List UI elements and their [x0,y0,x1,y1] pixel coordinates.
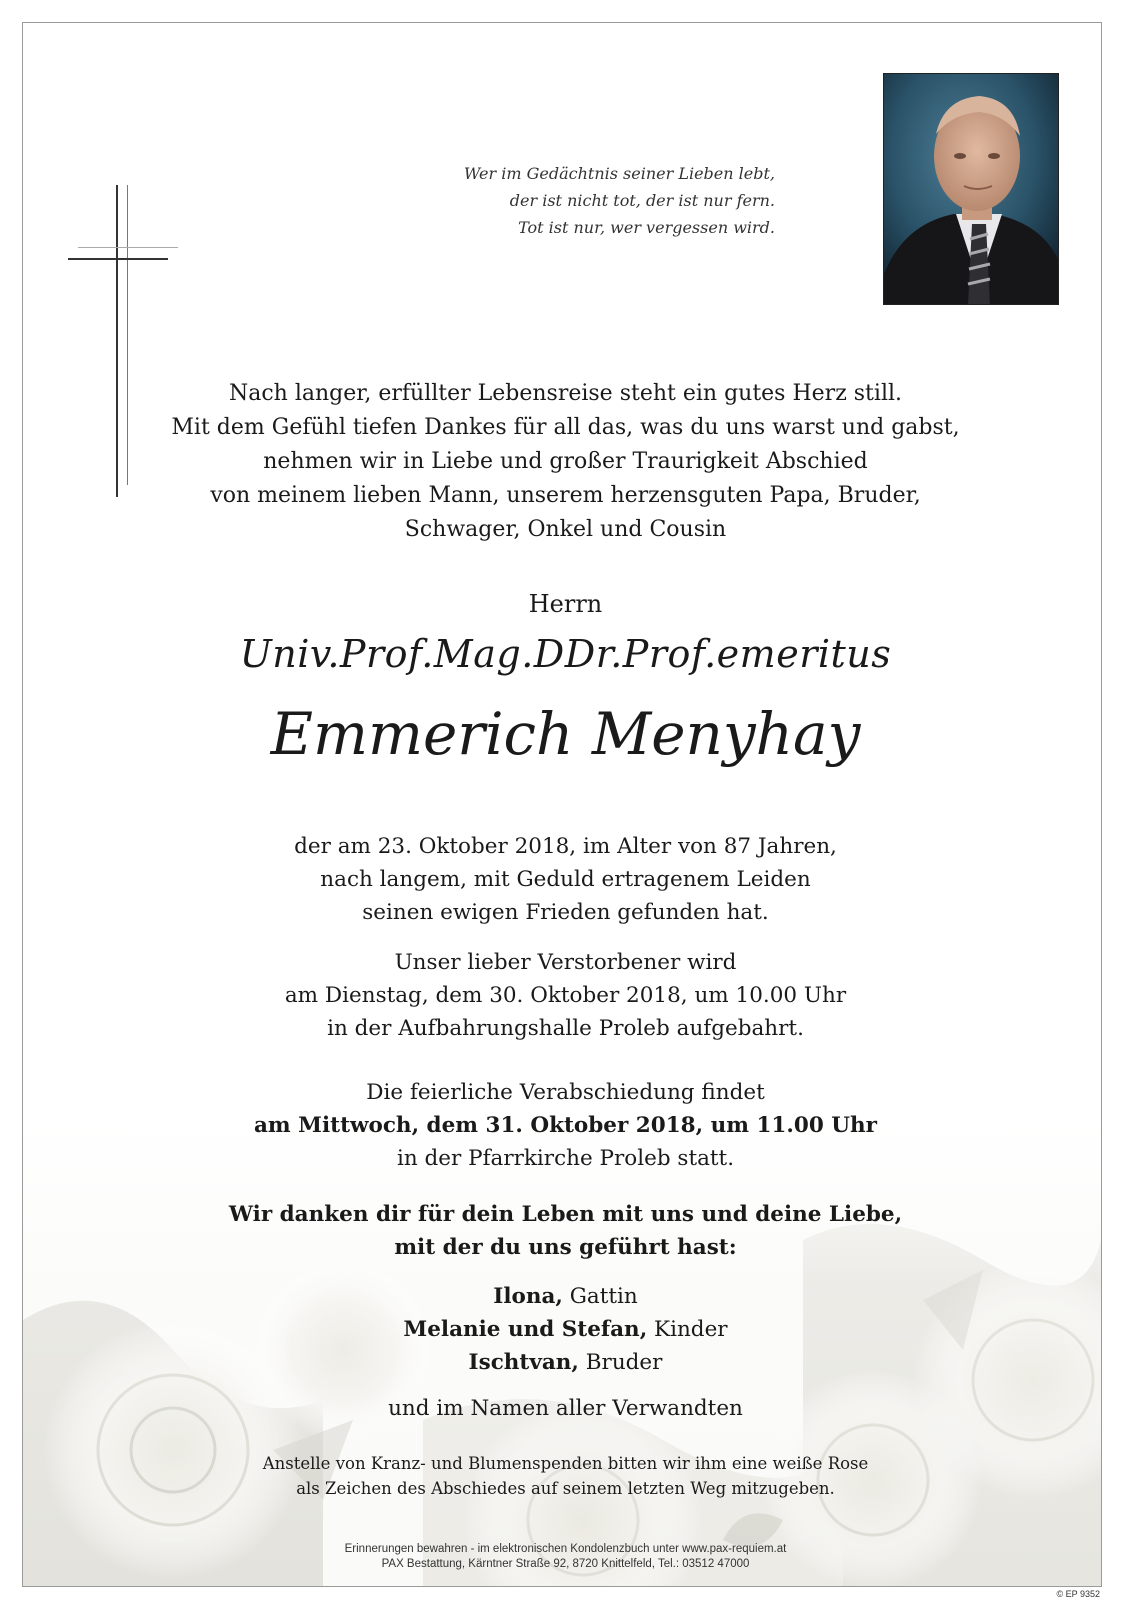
family-member-relation: Bruder [578,1350,663,1375]
relatives-line: und im Namen aller Verwandten [388,1396,743,1421]
farewell-line: Die feierliche Verabschiedung findet [366,1080,765,1105]
salutation: Herrn [528,590,603,618]
family-member-names: Ischtvan, [468,1350,579,1375]
viewing-line: Unser lieber Verstorbener wird [394,950,737,975]
death-notice-line: der am 23. Oktober 2018, im Alter von 87 Jahren, [294,834,837,859]
intro-line: Nach langer, erfüllter Lebensreise steht ein gutes Herz still. [228,381,903,406]
farewell-line: in der Pfarrkirche Proleb statt. [396,1146,735,1171]
quote-line: Tot ist nur, wer vergessen wird. [518,218,775,237]
death-notice-line: nach langem, mit Geduld ertragenem Leiden [320,867,811,892]
request-line: Anstelle von Kranz- und Blumenspenden bitten wir ihm eine weiße Rose [262,1454,869,1473]
family-member [0,1280,1131,1313]
document-code: © EP 9352 [1056,1589,1100,1599]
quote-line: der ist nicht tot, der ist nur fern. [509,191,775,210]
family-member-relation: Gattin [562,1284,638,1309]
footer-address-line: PAX Bestattung, Kärntner Straße 92, 8720 Knittelfeld, Tel.: 03512 47000 [381,1558,750,1570]
request-line: als Zeichen des Abschiedes auf seinem letzten Weg mitzugeben. [296,1479,835,1498]
footer-condolence-line: Erinnerungen bewahren - im elektronischen Kondolenzbuch unter www.pax-requiem.at [344,1543,787,1555]
viewing-notice [0,946,1131,1045]
cross-horizontal-thin-line [78,247,178,248]
family-member [0,1346,1131,1379]
viewing-line: in der Aufbahrungshalle Proleb aufgebahrt. [327,1016,804,1041]
viewing-line: am Dienstag, dem 30. Oktober 2018, um 10.00 Uhr [284,983,847,1008]
death-notice-line: seinen ewigen Frieden gefunden hat. [362,900,769,925]
intro-line: von meinem lieben Mann, unserem herzensguten Papa, Bruder, [210,483,921,508]
farewell-date: am Mittwoch, dem 31. Oktober 2018, um 11.00 Uhr [254,1113,877,1138]
deceased-name: Emmerich Menyhay [270,700,861,768]
family-member-names: Ilona, [493,1284,563,1309]
farewell-notice [0,1076,1131,1175]
intro-text [0,377,1131,547]
intro-line: Mit dem Gefühl tiefen Dankes für all das, was du uns warst und gabst, [171,415,960,440]
flower-request [0,1451,1131,1501]
family-list [0,1280,1131,1379]
footer [0,1542,1131,1572]
portrait-photo [883,73,1059,305]
family-member-names: Melanie und Stefan, [403,1317,648,1342]
intro-line: nehmen wir in Liebe und großer Traurigkeit Abschied [263,449,868,474]
thanks-line: mit der du uns geführt hast: [394,1235,737,1260]
family-member-relation: Kinder [647,1317,728,1342]
memorial-quote [330,160,775,241]
intro-line: Schwager, Onkel und Cousin [404,517,727,542]
death-notice [0,830,1131,929]
academic-title: Univ.Prof.Mag.DDr.Prof.emeritus [239,632,892,676]
thanks-text [0,1198,1131,1264]
family-member [0,1313,1131,1346]
thanks-line: Wir danken dir für dein Leben mit uns und deine Liebe, [228,1202,903,1227]
cross-horizontal-line [68,258,168,260]
quote-line: Wer im Gedächtnis seiner Lieben lebt, [463,164,775,183]
